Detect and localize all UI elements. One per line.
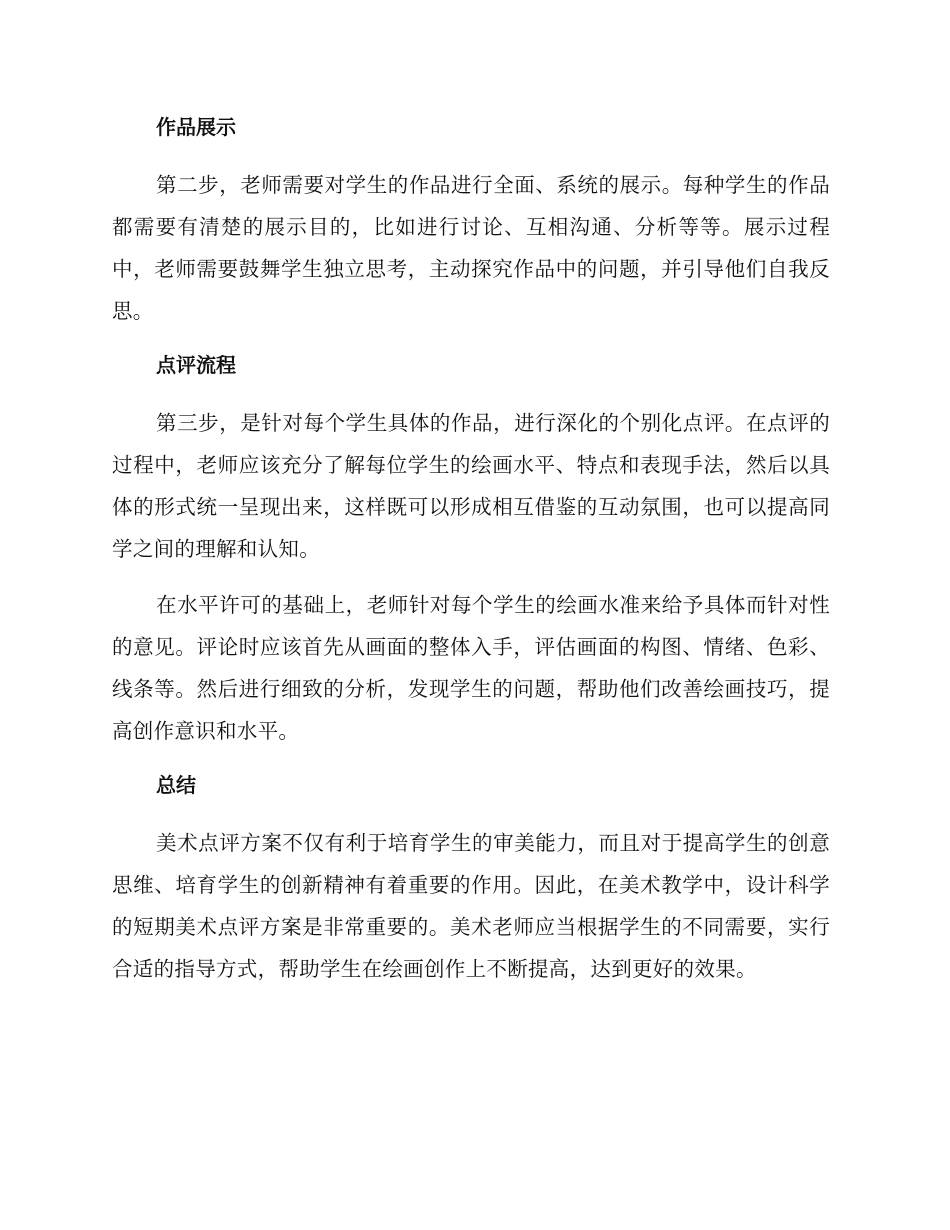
section-heading: 作品展示 bbox=[156, 115, 236, 139]
section-works-display bbox=[112, 108, 830, 332]
body-paragraph: 在水平许可的基础上，老师针对每个学生的绘画水准来给予具体而针对性的意见。评论时应该首先从画面的整体入手，评估画面的构图、情绪、色彩、线条等。然后进行细致的分析，发现学生的问题，帮助他们改善绘画技巧，提高创作意识和水平。 bbox=[112, 593, 830, 743]
body-paragraph: 第三步，是针对每个学生具体的作品，进行深化的个别化点评。在点评的过程中，老师应该充分了解每位学生的绘画水平、特点和表现手法，然后以具体的形式统一呈现出来，这样既可以形成相互借鉴的互动氛围，也可以提高同学之间的理解和认知。 bbox=[112, 411, 830, 561]
section-summary bbox=[112, 766, 830, 990]
section-review-process bbox=[112, 346, 830, 752]
body-paragraph: 第二步，老师需要对学生的作品进行全面、系统的展示。每种学生的作品都需要有清楚的展示目的，比如进行讨论、互相沟通、分析等等。展示过程中，老师需要鼓舞学生独立思考，主动探究作品中的问题，并引导他们自我反思。 bbox=[112, 173, 830, 323]
section-heading: 总结 bbox=[156, 773, 196, 797]
section-heading: 点评流程 bbox=[156, 353, 236, 377]
body-paragraph: 美术点评方案不仅有利于培育学生的审美能力，而且对于提高学生的创意思维、培育学生的创新精神有着重要的作用。因此，在美术教学中，设计科学的短期美术点评方案是非常重要的。美术老师应当根据学生的不同需要，实行合适的指导方式，帮助学生在绘画创作上不断提高，达到更好的效果。 bbox=[112, 831, 830, 981]
